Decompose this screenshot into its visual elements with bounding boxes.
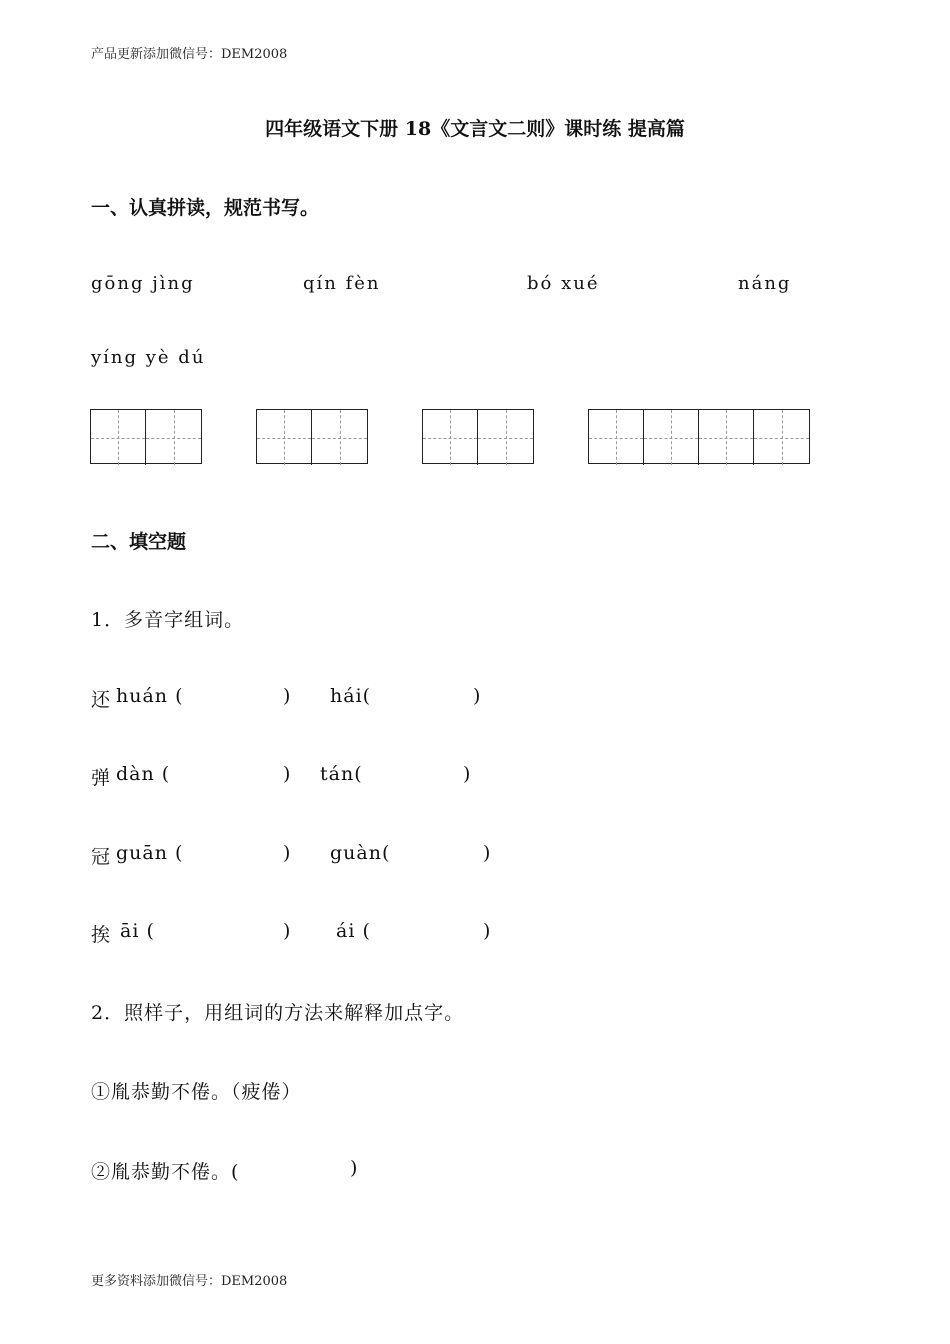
grid-cell[interactable]	[257, 410, 312, 465]
answer-close-paren: )	[350, 1157, 359, 1179]
blank-close-2: )	[483, 842, 492, 864]
grid-cell[interactable]	[146, 410, 201, 465]
polyphone-char: 冠	[91, 846, 112, 868]
page-title: 四年级语文下册 18《文言文二则》课时练 提高篇	[265, 118, 685, 140]
reading-1: huán (	[116, 685, 184, 707]
grid-cell[interactable]	[91, 410, 146, 465]
blank-close-1: )	[283, 763, 292, 785]
grid-cell[interactable]	[423, 410, 478, 465]
reading-1: guān (	[116, 842, 184, 864]
blank-close-1: )	[283, 920, 292, 942]
grid-cell[interactable]	[589, 410, 644, 465]
reading-2: tán(	[320, 763, 363, 785]
section-2-heading: 二、填空题	[91, 531, 187, 553]
reading-2: ái (	[336, 920, 371, 942]
blank-close-1: )	[283, 685, 292, 707]
section-1-heading: 一、认真拼读，规范书写。	[91, 197, 320, 219]
question-1-label: 1．多音字组词。	[91, 609, 245, 631]
reading-2: hái(	[330, 685, 372, 707]
grid-cell[interactable]	[754, 410, 809, 465]
grid-cell[interactable]	[644, 410, 699, 465]
answer-line: ②胤恭勤不倦。(	[91, 1161, 240, 1183]
pinyin-4: náng	[738, 273, 792, 294]
page-header: 产品更新添加微信号：DEM2008	[91, 47, 288, 62]
blank-close-1: )	[283, 842, 292, 864]
reading-2: guàn(	[330, 842, 391, 864]
writing-grid-4[interactable]	[588, 409, 810, 464]
reading-1: āi (	[120, 920, 155, 942]
polyphone-char: 挨	[91, 924, 112, 946]
page-footer: 更多资料添加微信号：DEM2008	[91, 1274, 288, 1289]
question-2-label: 2．照样子，用组词的方法来解释加点字。	[91, 1002, 465, 1024]
blank-close-2: )	[473, 685, 482, 707]
pinyin-5: yíng yè dú	[91, 347, 206, 368]
pinyin-3: bó xué	[527, 273, 600, 294]
writing-grid-2[interactable]	[256, 409, 368, 464]
blank-close-2: )	[463, 763, 472, 785]
grid-cell[interactable]	[478, 410, 533, 465]
polyphone-char: 还	[91, 689, 112, 711]
writing-grid-3[interactable]	[422, 409, 534, 464]
pinyin-2: qín fèn	[303, 273, 381, 294]
grid-cell[interactable]	[312, 410, 367, 465]
blank-close-2: )	[483, 920, 492, 942]
pinyin-1: gōng jìng	[91, 273, 195, 294]
writing-grid-1[interactable]	[90, 409, 202, 464]
example-line: ①胤恭勤不倦。（疲倦）	[91, 1081, 302, 1103]
polyphone-char: 弹	[91, 767, 112, 789]
grid-cell[interactable]	[699, 410, 754, 465]
reading-1: dàn (	[116, 763, 171, 785]
